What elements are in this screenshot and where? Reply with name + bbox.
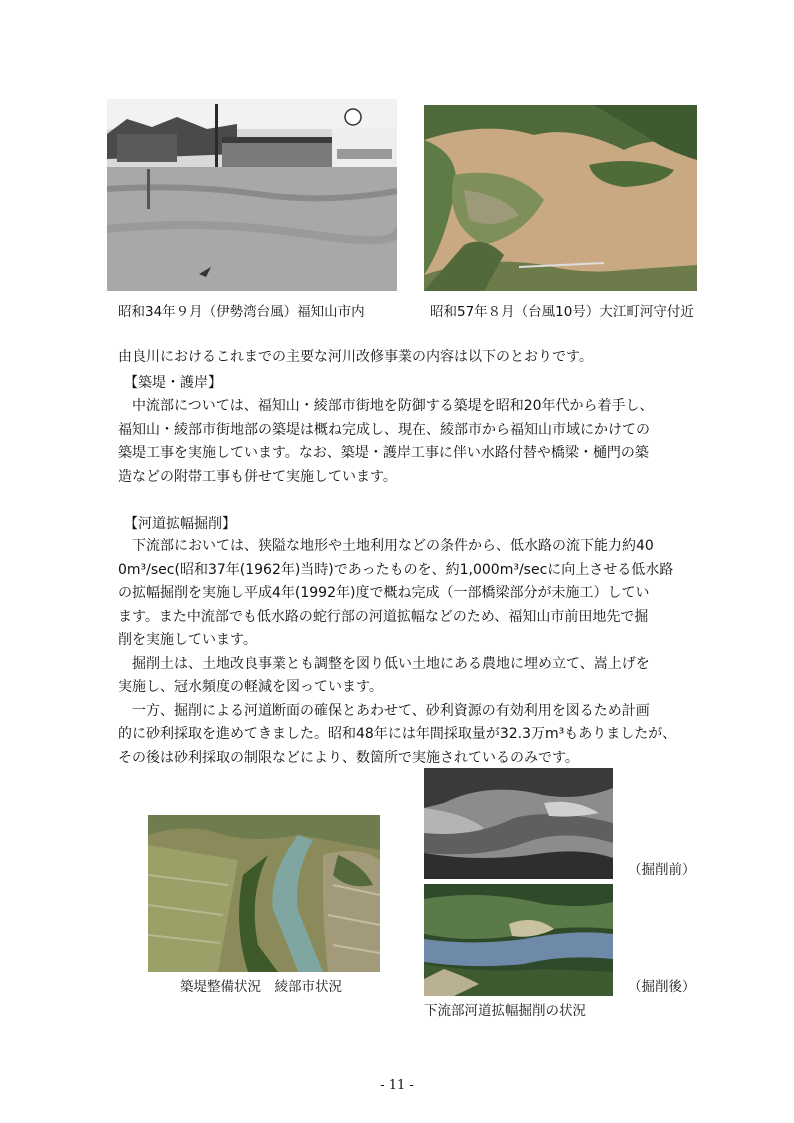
flood-photo-fukuchiyama: [107, 99, 397, 291]
paragraph-line: 的に砂利採取を進めてきました。昭和48年には年間採取量が32.3万m³もありましたが、: [118, 726, 677, 742]
section-heading-channel-widening: 【河道拡幅掘削】: [124, 516, 236, 532]
embankment-aerial-photo-ayabe: [148, 815, 380, 972]
bottom-left-photo-caption: 築堤整備状況 綾部市状況: [180, 979, 342, 995]
paragraph-line: 福知山・綾部市街地部の築堤は概ね完成し、現在、綾部市から福知山市域にかけての: [118, 421, 650, 438]
flood-aerial-photo-oe: [424, 105, 697, 291]
paragraph-line: の拡幅掘削を実施し平成4年(1992年)度で概ね完成（一部橋梁部分が未施工）してい: [118, 585, 650, 601]
before-excavation-photo: [424, 768, 613, 879]
intro-text: 由良川におけるこれまでの主要な河川改修事業の内容は以下のとおりです。: [118, 349, 593, 365]
section-heading-embankment: 【築堤・護岸】: [124, 375, 222, 391]
paragraph-line: その後は砂利採取の制限などにより、数箇所で実施されているのみです。: [118, 749, 579, 766]
top-left-photo-caption: 昭和34年９月（伊勢湾台風）福知山市内: [118, 304, 365, 320]
paragraph-line: ます。また中流部でも低水路の蛇行部の河道拡幅などのため、福知山市前田地先で掘: [118, 608, 649, 625]
after-excavation-photo: [424, 884, 613, 996]
page-number: - 11 -: [380, 1078, 414, 1093]
top-right-photo-caption: 昭和57年８月（台風10号）大江町河守付近: [430, 304, 694, 320]
paragraph-line: 実施し、冠水頻度の軽減を図っています。: [118, 679, 383, 695]
paragraph-line: 0m³/sec(昭和37年(1962年)当時)であったものを、約1,000m³/secに向上させる低水路: [118, 561, 674, 578]
paragraph-line: 中流部については、福知山・綾部市街地を防御する築堤を昭和20年代から着手し、: [118, 398, 654, 414]
before-excavation-label: （掘削前）: [628, 862, 696, 878]
paragraph-line: 掘削土は、土地改良事業とも調整を図り低い土地にある農地に埋め立て、嵩上げを: [118, 655, 650, 672]
paragraph-line: 築堤工事を実施しています。なお、築堤・護岸工事に伴い水路付替や橋梁・樋門の築: [118, 445, 649, 461]
section-body-embankment: [118, 395, 718, 489]
section-body-channel-widening: [118, 535, 718, 770]
after-excavation-label: （掘削後）: [628, 979, 696, 995]
paragraph-line: 造などの附帯工事も併せて実施しています。: [118, 468, 397, 485]
paragraph-line: 下流部においては、狭隘な地形や土地利用などの条件から、低水路の流下能力約40: [118, 538, 654, 554]
bottom-right-photo-caption: 下流部河道拡幅掘削の状況: [424, 1003, 586, 1019]
paragraph-line: 削を実施しています。: [118, 632, 257, 648]
paragraph-line: 一方、掘削による河道断面の確保とあわせて、砂利資源の有効利用を図るため計画: [118, 702, 650, 719]
